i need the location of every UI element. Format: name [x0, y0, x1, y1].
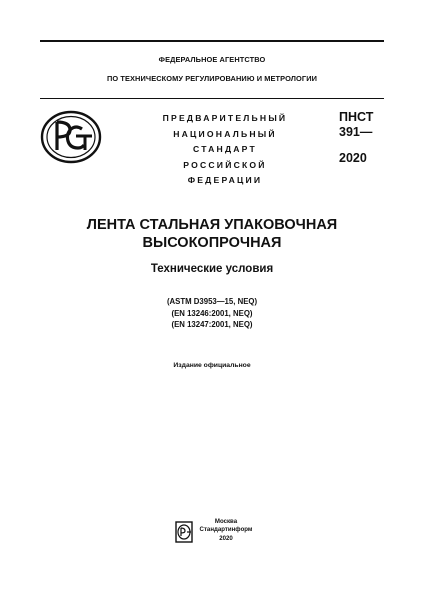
- top-rule: [40, 40, 384, 42]
- standard-designation: [339, 110, 373, 166]
- standard-type-line5: ФЕДЕРАЦИИ: [187, 175, 263, 185]
- publisher-city: Москва: [214, 518, 238, 525]
- publisher-block: [196, 518, 256, 543]
- standard-type-line3: СТАНДАРТ: [193, 144, 257, 154]
- reference-item: (EN 13246:2001, NEQ): [171, 308, 253, 318]
- agency-name-line1: ФЕДЕРАЛЬНОЕ АГЕНТСТВО: [158, 55, 266, 64]
- document-subtitle: Технические условия: [150, 263, 274, 275]
- reference-item: (ASTM D3953—15, NEQ): [166, 297, 258, 306]
- designation-year: 2020: [339, 151, 367, 165]
- standard-type-block: [150, 111, 300, 189]
- edition-label: Издание официальное: [173, 362, 251, 369]
- title-line1: ЛЕНТА СТАЛЬНАЯ УПАКОВОЧНАЯ: [86, 217, 338, 233]
- standard-type-line4: РОССИЙСКОЙ: [183, 159, 267, 170]
- header-rule: [40, 98, 384, 99]
- designation-number: 391—: [339, 125, 373, 139]
- gost-r-emblem-icon: [40, 110, 102, 164]
- agency-name-line2: ПО ТЕХНИЧЕСКОМУ РЕГУЛИРОВАНИЮ И МЕТРОЛОГИИ: [106, 74, 318, 83]
- document-title: [40, 217, 384, 252]
- reference-standards: [40, 296, 384, 331]
- standard-type-line2: НАЦИОНАЛЬНЫЙ: [173, 128, 277, 139]
- standard-type-line1: ПРЕДВАРИТЕЛЬНЫЙ: [162, 113, 288, 123]
- reference-item: (EN 13247:2001, NEQ): [171, 320, 253, 329]
- designation-code: ПНСТ: [339, 110, 374, 124]
- publisher-name: Стандартинформ: [199, 526, 253, 534]
- publisher-year: 2020: [219, 534, 233, 542]
- title-line2: ВЫСОКОПРОЧНАЯ: [142, 234, 282, 251]
